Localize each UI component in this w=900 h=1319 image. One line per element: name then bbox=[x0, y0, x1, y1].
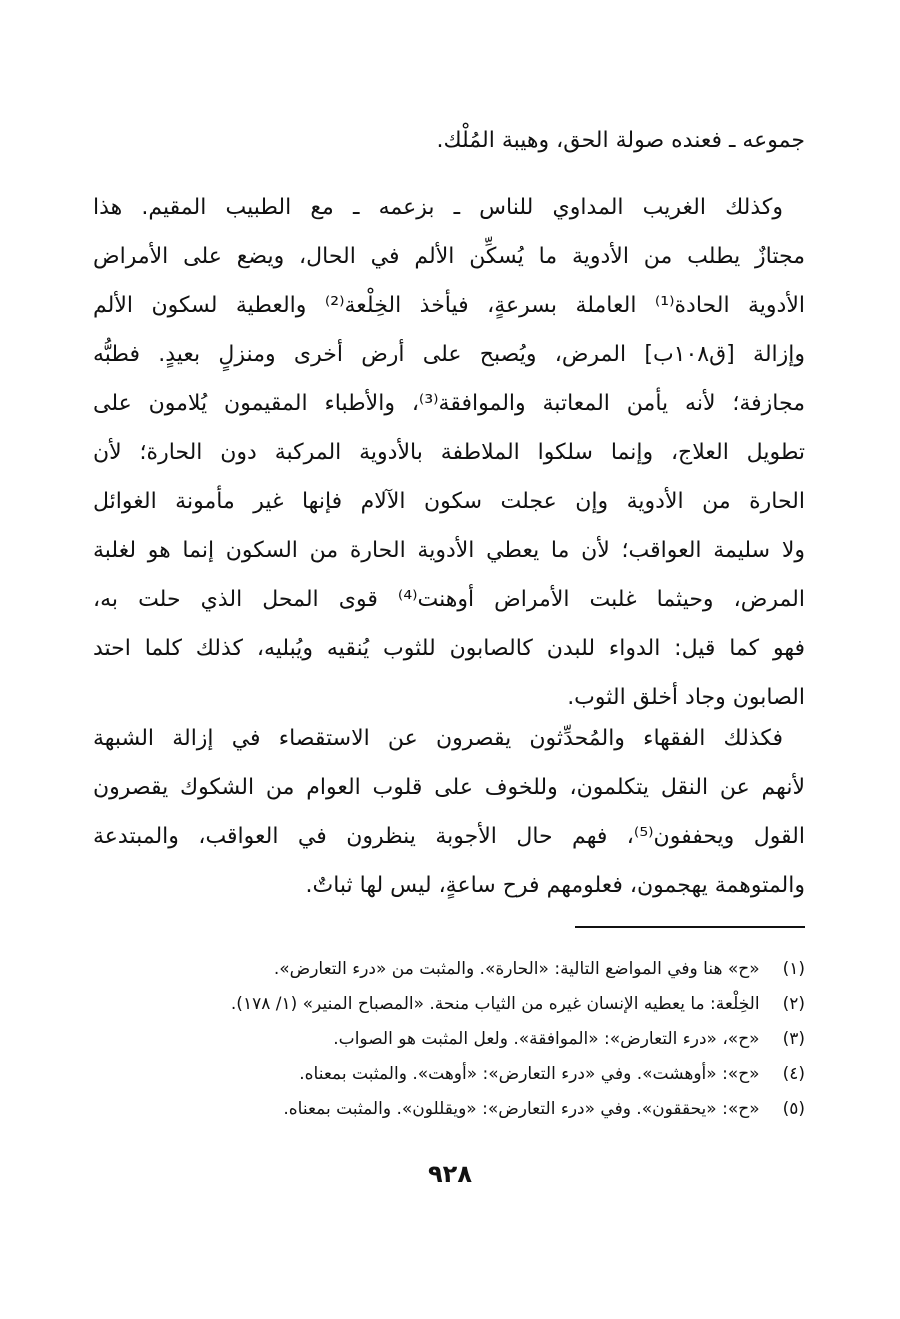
footnote-number: (٥) bbox=[782, 1099, 805, 1119]
footnote-item bbox=[93, 1092, 805, 1127]
text-line: الصابون وجاد أخلق الثوب. bbox=[567, 685, 805, 710]
text-line: ولا سليمة العواقب؛ لأن ما يعطي الأدوية الحارة من السكون إنما هو لغلبة bbox=[93, 538, 805, 563]
footnote-number: (٢) bbox=[782, 994, 805, 1014]
text-line: تطويل العلاج، وإنما سلكوا الملاطفة بالأدوية المركبة دون الحارة؛ لأن bbox=[93, 440, 805, 465]
text-line: الحارة من الأدوية وإن عجلت سكون الآلام فإنها غير مأمونة الغوائل bbox=[93, 489, 805, 514]
footnote-item bbox=[93, 1022, 805, 1057]
page-number: ٩٢٨ bbox=[428, 1160, 472, 1188]
footnote-number: (١) bbox=[782, 959, 805, 979]
footnote-number: (٣) bbox=[782, 1029, 805, 1049]
text-line: مجتازٌ يطلب من الأدوية ما يُسكِّن الألم في الحال، ويضع على الأمراض bbox=[93, 244, 805, 269]
text-line: مجازفة؛ لأنه يأمن المعاتبة والموافقة⁽³⁾، والأطباء المقيمون يُلامون على bbox=[93, 391, 805, 416]
text-line: فكذلك الفقهاء والمُحدِّثون يقصرون عن الاستقصاء في إزالة الشبهة bbox=[93, 726, 783, 751]
footnote-text: الخِلْعة: ما يعطيه الإنسان غيره من الثياب منحة. «المصباح المنير» (١/ ١٧٨). bbox=[230, 994, 760, 1014]
footnote-text: «ح» هنا وفي المواضع التالية: «الحارة». والمثبت من «درء التعارض». bbox=[273, 959, 760, 979]
text-line: وكذلك الغريب المداوي للناس ـ بزعمه ـ مع الطبيب المقيم. هذا bbox=[93, 195, 783, 220]
text-line: لأنهم عن النقل يتكلمون، وللخوف على قلوب العوام من الشكوك يقصرون bbox=[93, 775, 805, 800]
footnote-text: «ح»: «يحققون». وفي «درء التعارض»: «ويقللون». والمثبت بمعناه. bbox=[283, 1099, 760, 1119]
footnote-number: (٤) bbox=[782, 1064, 805, 1084]
paragraph-1 bbox=[93, 116, 805, 165]
text-line: القول ويحففون⁽⁵⁾، فهم حال الأجوبة ينظرون في العواقب، والمبتدعة bbox=[93, 824, 806, 849]
text-line: جموعه ـ فعنده صولة الحق، وهيبة المُلْك. bbox=[436, 128, 805, 153]
text-line: الأدوية الحادة⁽¹⁾ العاملة بسرعةٍ، فيأخذ الخِلْعة⁽²⁾ والعطية لسكون الألم bbox=[93, 293, 805, 318]
footnote-item bbox=[93, 987, 805, 1022]
paragraph-3 bbox=[93, 714, 805, 910]
text-line: والمتوهمة يهجمون، فعلومهم فرح ساعةٍ، ليس لها ثباتٌ. bbox=[305, 873, 805, 898]
footnote-text: «ح»: «أوهشت». وفي «درء التعارض»: «أوهت». والمثبت بمعناه. bbox=[299, 1064, 760, 1084]
text-line: فهو كما قيل: الدواء للبدن كالصابون للثوب يُنقيه ويُبليه، كذلك كلما احتد bbox=[93, 636, 805, 661]
footnote-item bbox=[93, 1057, 805, 1092]
text-line: وإزالة [ق١٠٨ب] المرض، ويُصبح على أرض أخرى ومنزلٍ بعيدٍ. فطبُّه bbox=[93, 342, 805, 367]
paragraph-2 bbox=[93, 183, 805, 722]
footnotes bbox=[93, 952, 805, 1127]
footnote-separator bbox=[575, 926, 805, 928]
footnote-text: «ح»، «درء التعارض»: «الموافقة». ولعل المثبت هو الصواب. bbox=[333, 1029, 760, 1049]
footnote-item bbox=[93, 952, 805, 987]
text-line: المرض، وحيثما غلبت الأمراض أوهنت⁽⁴⁾ قوى المحل الذي حلت به، bbox=[93, 587, 805, 612]
